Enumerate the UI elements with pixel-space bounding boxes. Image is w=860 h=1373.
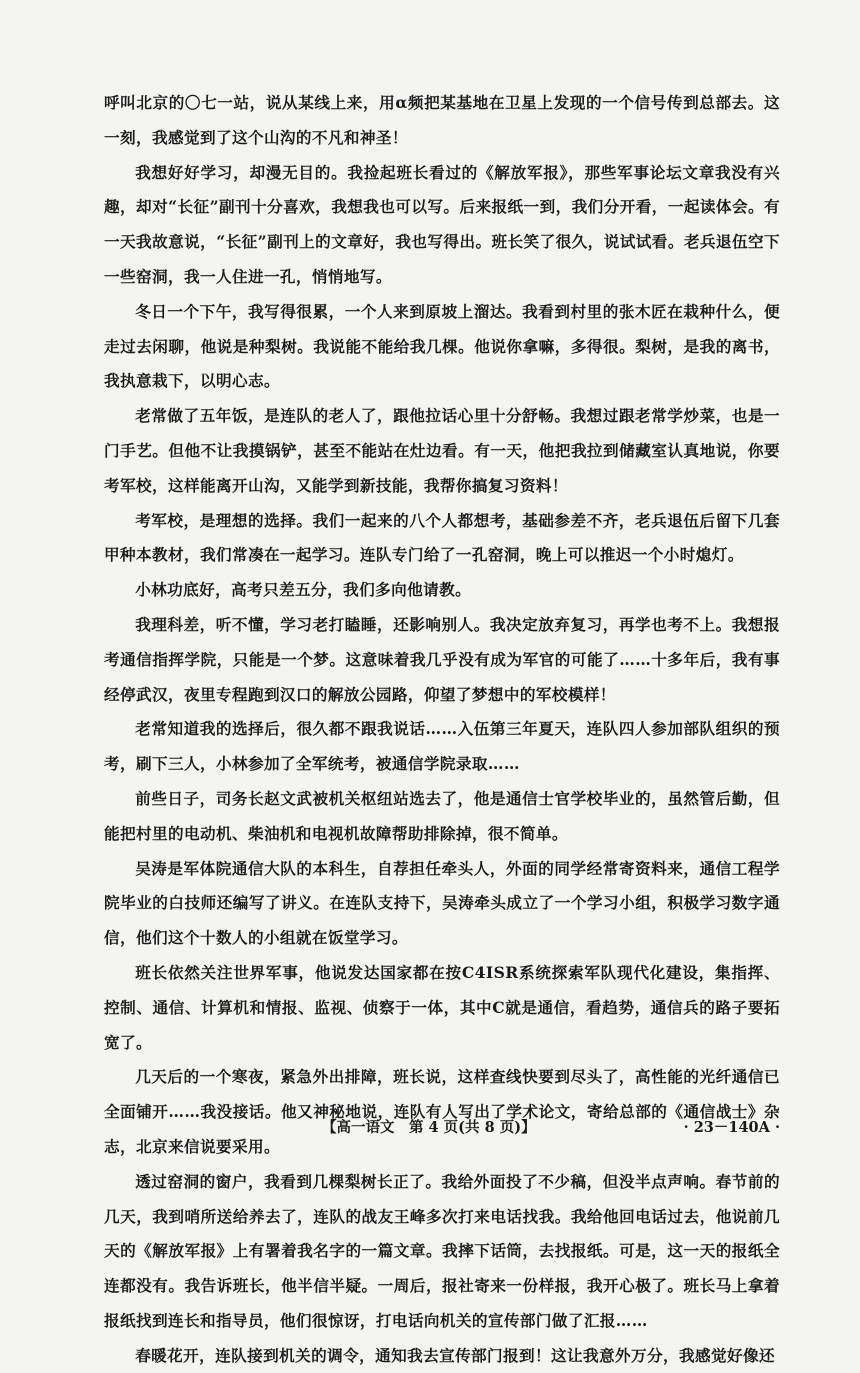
paragraph-4: 老常做了五年饭，是连队的老人了，跟他拉话心里十分舒畅。我想过跟老常学炒菜，也是一门手艺。但他不让我摸锅铲，甚至不能站在灶边看。有一天，他把我拉到储藏室认真地说，你要考军校，这样能离开山沟，又能学到新技能，我帮你搞复习资料！ — [104, 406, 780, 495]
paragraph-1: 呼叫北京的〇七一站，说从某线上来，用α频把某基地在卫星上发现的一个信号传到总部去。这一刻，我感觉到了这个山沟的不凡和神圣！ — [104, 93, 780, 147]
paragraph-13: 透过窑洞的窗户，我看到几棵梨树长正了。我给外面投了不少稿，但没半点声响。春节前的几天，我到哨所送给养去了，连队的战友王峰多次打来电话找我。我给他回电话过去，他说前几天的《解放军报》上有署着我名字的一篇文章。我摔下话筒，去找报纸。可是，这一天的报纸全连都没有。我告诉班长，他半信半疑。一周后，报社寄来一份样报，我开心极了。班长马上拿着报纸找到连长和指导员，他们很惊讶，打电话向机关的宣传部门做了汇报…… — [104, 1171, 780, 1330]
paragraph-5: 考军校，是理想的选择。我们一起来的八个人都想考，基础参差不齐，老兵退伍后留下几套甲种本教材，我们常凑在一起学习。连队专门给了一孔窑洞，晚上可以推迟一个小时熄灯。 — [104, 510, 780, 565]
paragraph-14: 春暖花开，连队接到机关的调令，通知我去宣传部门报到！这让我意外万分，我感觉好像还 — [135, 1345, 775, 1365]
paragraph-10: 吴涛是军体院通信大队的本科生，自荐担任牵头人，外面的同学经常寄资料来，通信工程学院毕业的白技师还编写了讲义。在连队支持下，吴涛牵头成立了一个学习小组，积极学习数字通信，他们这个十数人的小组就在饭堂学习。 — [104, 858, 780, 948]
page-footer — [104, 1116, 780, 1140]
paragraph-8: 老常知道我的选择后，很久都不跟我说话……入伍第三年夏天，连队四人参加部队组织的预考，刷下三人，小林参加了全军统考，被通信学院录取…… — [104, 719, 780, 774]
paragraph-9: 前些日子，司务长赵文武被机关枢纽站选去了，他是通信士官学校毕业的，虽然管后勤，但能把村里的电动机、柴油机和电视机故障帮助排除掉，很不简单。 — [104, 788, 780, 843]
paragraph-11: 班长依然关注世界军事，他说发达国家都在按C4ISR系统探索军队现代化建设，集指挥、控制、通信、计算机和情报、监视、侦察于一体，其中C就是通信，看趋势，通信兵的路子要拓宽了。 — [104, 962, 780, 1052]
footer-subject-page: 【高一语文 第 4 页(共 8 页)】 — [322, 1119, 536, 1136]
article-body — [104, 86, 780, 1373]
paragraph-6: 小林功底好，高考只差五分，我们多向他请教。 — [135, 580, 472, 600]
paragraph-12: 几天后的一个寒夜，紧急外出排障，班长说，这样查线快要到尽头了，高性能的光纤通信已全面铺开……我没接话。他又神秘地说，连队有人写出了学术论文，寄给总部的《通信战士》杂志，北京来信说要采用。 — [104, 1067, 780, 1156]
paragraph-2: 我想好好学习，却漫无目的。我捡起班长看过的《解放军报》，那些军事论坛文章我没有兴趣，却对“长征”副刊十分喜欢，我想我也可以写。后来报纸一到，我们分开看，一起读体会。有一天我故意说，“长征”副刊上的文章好，我也写得出。班长笑了很久，说试试看。老兵退伍空下一些窑洞，我一人住进一孔，悄悄地写。 — [104, 162, 780, 286]
paragraph-3: 冬日一个下午，我写得很累，一个人来到原坡上溜达。我看到村里的张木匠在栽种什么，便走过去闲聊，他说是种梨树。我说能不能给我几棵。他说你拿嘛，多得很。梨树，是我的离书，我执意栽下，以明心志。 — [104, 301, 780, 391]
footer-exam-code: · 23－140A · — [683, 1119, 780, 1136]
paragraph-7: 我理科差，听不懂，学习老打瞌睡，还影响别人。我决定放弃复习，再学也考不上。我想报考通信指挥学院，只能是一个梦。这意味着我几乎没有成为军官的可能了……十多年后，我有事经停武汉，夜里专程跑到汉口的解放公园路，仰望了梦想中的军校模样！ — [104, 614, 780, 704]
